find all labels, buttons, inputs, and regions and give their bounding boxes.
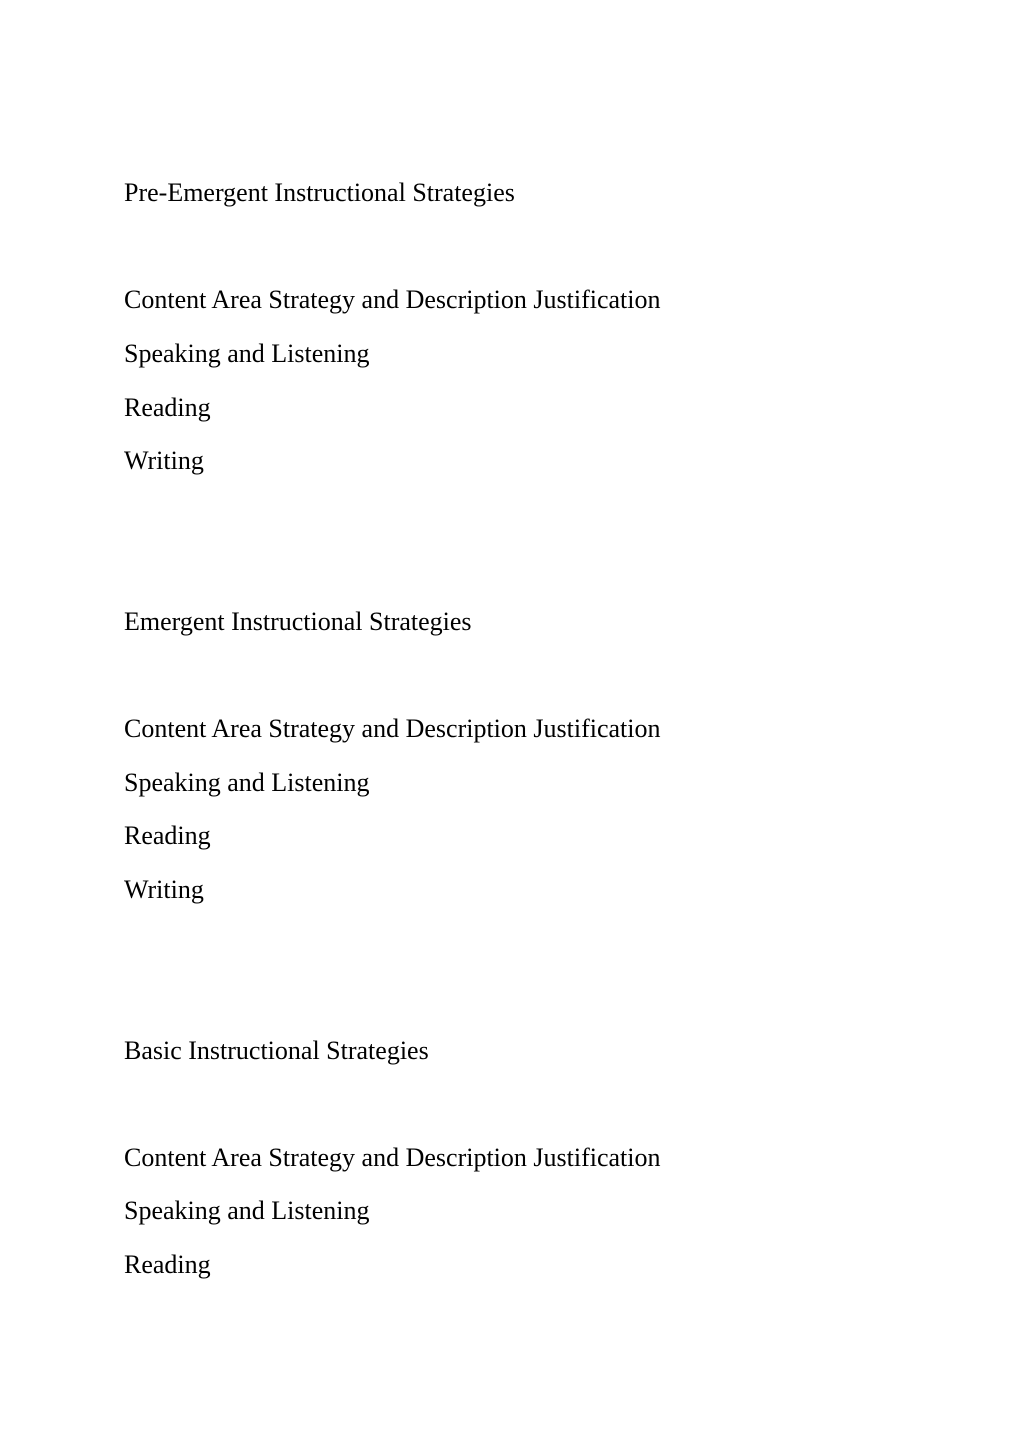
- table-header: Content Area Strategy and Description Justification: [124, 285, 661, 314]
- section-title-basic: Basic Instructional Strategies: [124, 1036, 429, 1065]
- table-header: Content Area Strategy and Description Justification: [124, 1143, 661, 1172]
- table-header: Content Area Strategy and Description Justification: [124, 714, 661, 743]
- content-area-row: Speaking and Listening: [124, 339, 370, 368]
- section-title-emergent: Emergent Instructional Strategies: [124, 607, 472, 636]
- content-area-row: Writing: [124, 446, 204, 475]
- content-area-row: Speaking and Listening: [124, 768, 370, 797]
- content-area-row: Reading: [124, 393, 211, 422]
- content-area-row: Reading: [124, 821, 211, 850]
- section-title-pre-emergent: Pre-Emergent Instructional Strategies: [124, 178, 515, 207]
- content-area-row: Reading: [124, 1250, 211, 1279]
- content-area-row: Speaking and Listening: [124, 1196, 370, 1225]
- content-area-row: Writing: [124, 875, 204, 904]
